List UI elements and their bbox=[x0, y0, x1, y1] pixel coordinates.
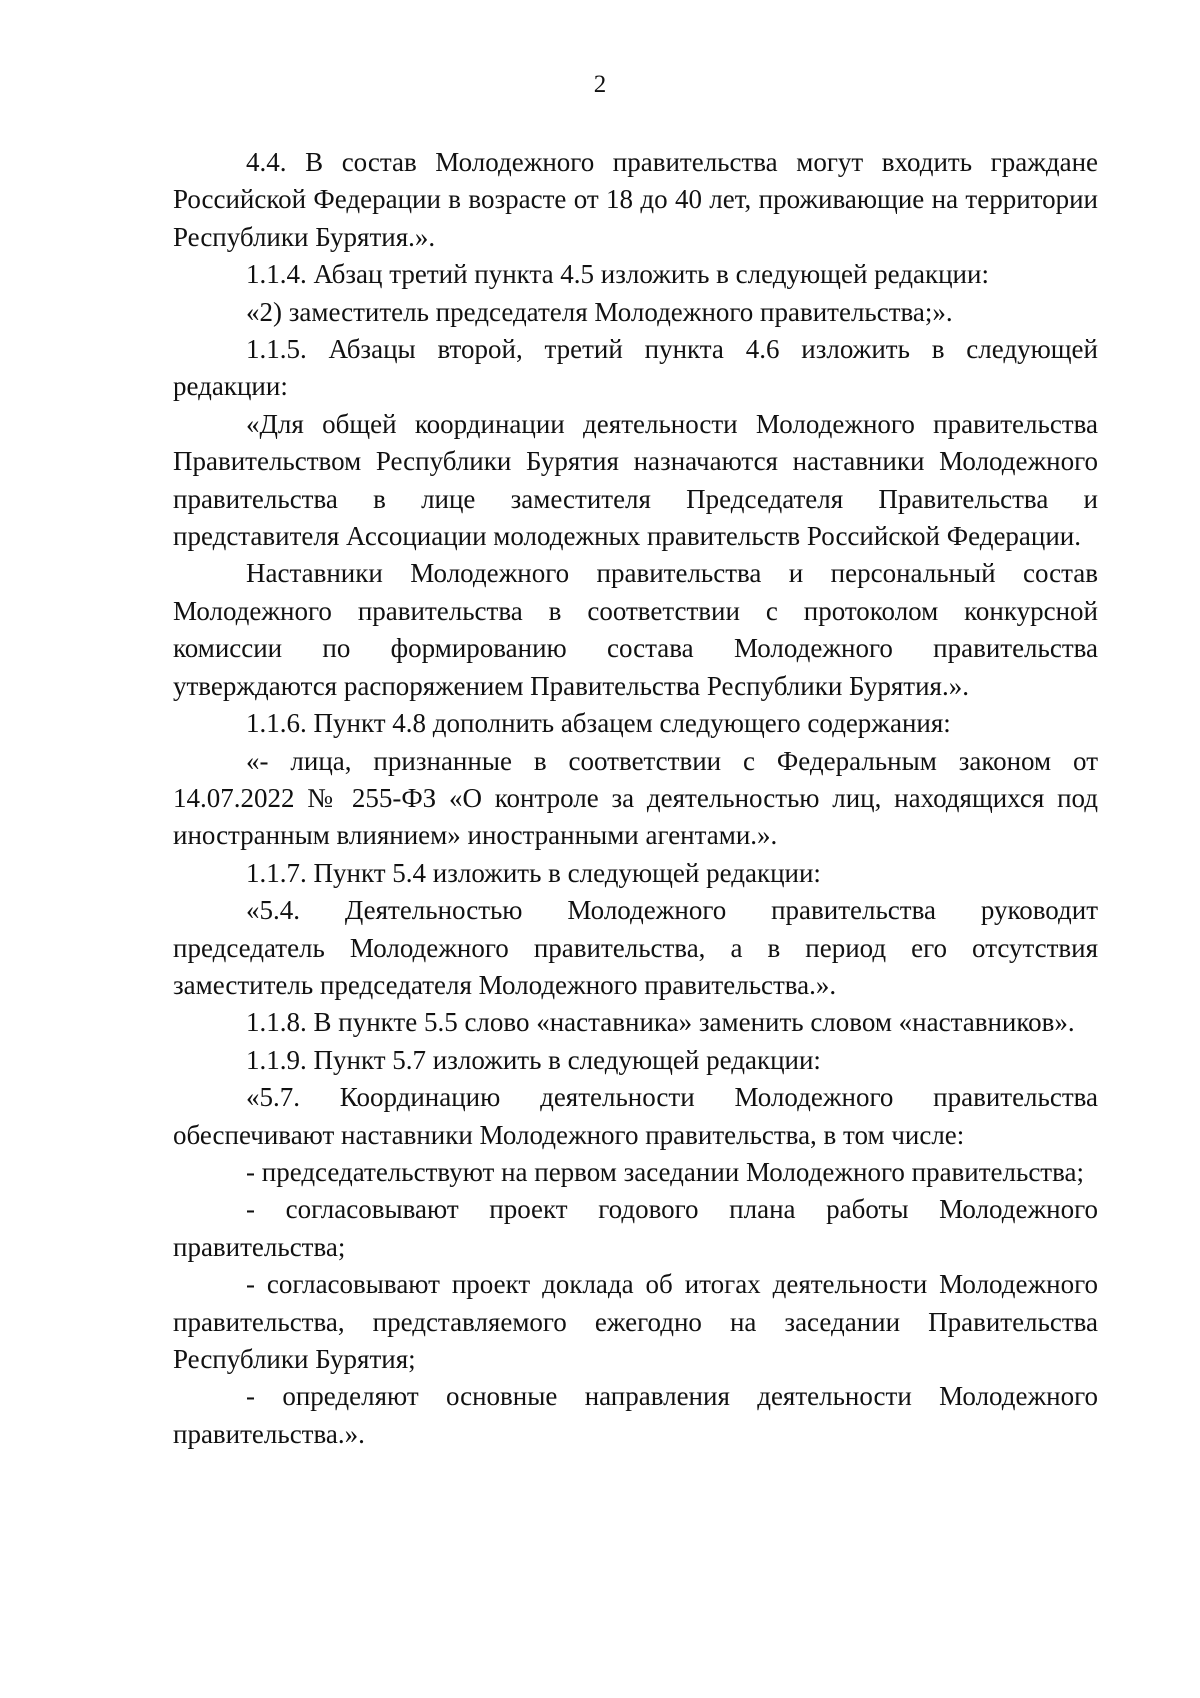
paragraph-5-4: «5.4. Деятельностью Молодежного правительства руководит председатель Молодежного правительства, а в период его отсутствия заместитель председателя Молодежного правительства.». bbox=[173, 895, 1098, 1000]
paragraph-foreign-agents: «- лица, признанные в соответствии с Федеральным законом от 14.07.2022 № 255-ФЗ «О контроле за деятельностью лиц, находящихся под иностранным влиянием» иностранными агентами.». bbox=[173, 745, 1098, 851]
list-item-directions: - определяют основные направления деятельности Молодежного правительства.». bbox=[173, 1381, 1098, 1449]
paragraph-coordination: «Для общей координации деятельности Молодежного правительства Правительством Республики Бурятия назначаются наставники Молодежного правительства в лице заместителя Председателя Правительства и представителя Ассоциации молодежных правительств Российской Федерации. bbox=[173, 408, 1098, 552]
paragraph-1-1-6: 1.1.6. Пункт 4.8 дополнить абзацем следующего содержания: bbox=[246, 708, 951, 739]
paragraph-1-1-4: 1.1.4. Абзац третий пункта 4.5 изложить в следующей редакции: bbox=[246, 259, 989, 290]
list-item-annual-plan: - согласовывают проект годового плана работы Молодежного правительства; bbox=[173, 1194, 1098, 1262]
list-item-first-meeting: - председательствуют на первом заседании Молодежного правительства; bbox=[246, 1156, 1084, 1187]
paragraph-mentors-approval: Наставники Молодежного правительства и персональный состав Молодежного правительства в соответствии с протоколом конкурсной комиссии по формированию состава Молодежного правительства утверждаются распоряжением Правительства Республики Бурятия.». bbox=[173, 558, 1098, 701]
paragraph-1-1-5: 1.1.5. Абзацы второй, третий пункта 4.6 изложить в следующей редакции: bbox=[173, 334, 1098, 402]
document-body bbox=[173, 144, 1098, 1453]
paragraph-1-1-9: 1.1.9. Пункт 5.7 изложить в следующей редакции: bbox=[246, 1044, 821, 1075]
paragraph-deputy-chair: «2) заместитель председателя Молодежного правительства;». bbox=[246, 296, 953, 327]
paragraph-4-4: 4.4. В состав Молодежного правительства могут входить граждане Российской Федерации в возрасте от 18 до 40 лет, проживающие на территории Республики Бурятия.». bbox=[173, 147, 1098, 252]
list-item-report: - согласовывают проект доклада об итогах деятельности Молодежного правительства, представляемого ежегодно на заседании Правительства Республики Бурятия; bbox=[173, 1269, 1098, 1374]
page-number: 2 bbox=[593, 71, 607, 98]
paragraph-1-1-7: 1.1.7. Пункт 5.4 изложить в следующей редакции: bbox=[246, 857, 821, 888]
paragraph-5-7: «5.7. Координацию деятельности Молодежного правительства обеспечивают наставники Молодежного правительства, в том числе: bbox=[173, 1082, 1098, 1150]
paragraph-1-1-8: 1.1.8. В пункте 5.5 слово «наставника» заменить словом «наставников». bbox=[246, 1007, 1075, 1038]
